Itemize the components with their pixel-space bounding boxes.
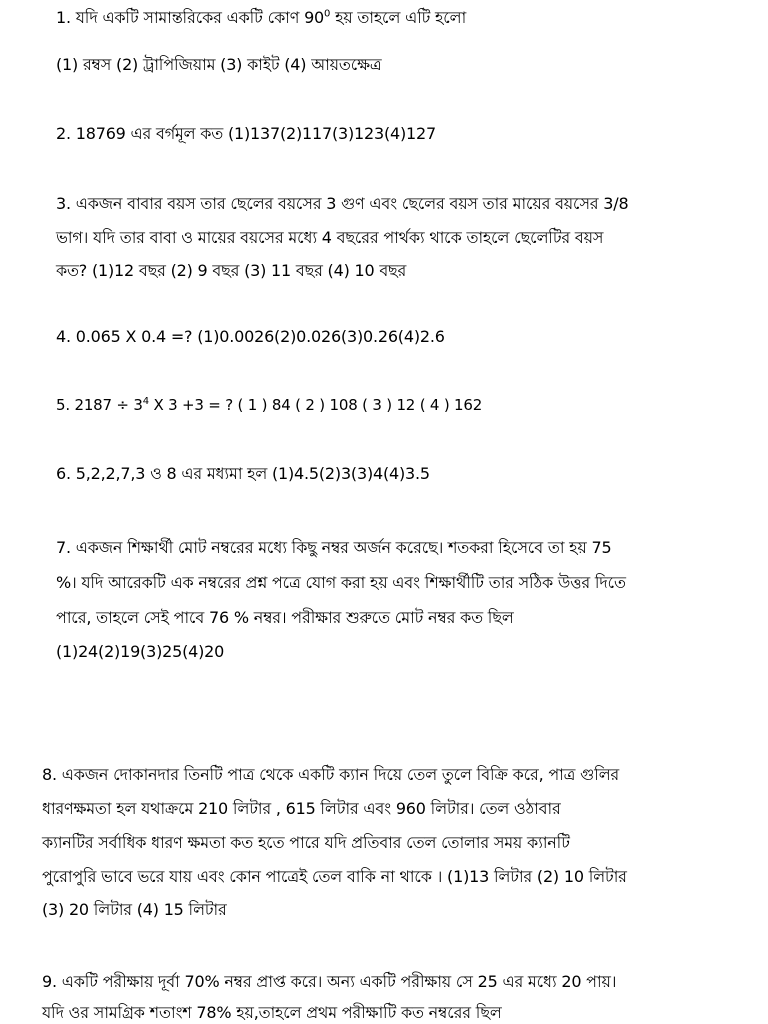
question-1-line-1 — [56, 8, 466, 28]
question-1-text-tail: হয় তাহলে এটি হলো — [330, 8, 467, 27]
question-4: 4. 0.065 X 0.4 =? (1)0.0026(2)0.026(3)0.26(4)2.6 — [56, 327, 445, 346]
question-9-line-2: যদি ওর সামগ্রিক শতাংশ 78% হয়,তাহলে প্রথম পরীক্ষাটি কত নম্বরের ছিল — [42, 1003, 502, 1022]
question-1-text: 1. যদি একটি সামান্তরিকের একটি কোণ 90 — [56, 8, 325, 27]
question-7-line-3: পারে, তাহলে সেই পাবে 76 % নম্বর। পরীক্ষার শুরুতে মোট নম্বর কত ছিল — [56, 608, 514, 627]
question-2: 2. 18769 এর বর্গমূল কত (1)137(2)117(3)123(4)127 — [56, 124, 436, 143]
question-7-line-2: %। যদি আরেকটি এক নম্বরের প্রশ্ন পত্রে যোগ করা হয় এবং শিক্ষার্থীটি তার সঠিক উত্তর দিতে — [56, 573, 626, 592]
question-8-options-tail: (3) 20 লিটার (4) 15 লিটার — [42, 900, 227, 919]
question-6: 6. 5,2,2,7,3 ও 8 এর মধ্যমা হল (1)4.5(2)3(3)4(4)3.5 — [56, 464, 430, 483]
question-8-line-4: পুরোপুরি ভাবে ভরে যায় এবং কোন পাত্রেই তেল বাকি না থাকে । (1)13 লিটার (2) 10 লিটার — [42, 867, 627, 886]
question-3-line-3: কত? (1)12 বছর (2) 9 বছর (3) 11 বছর (4) 10 বছর — [56, 261, 407, 280]
question-1-options: (1) রম্বস (2) ট্রাপিজিয়াম (3) কাইট (4) আয়তক্ষেত্র — [56, 55, 382, 74]
question-3-line-2: ভাগ। যদি তার বাবা ও মায়ের বয়সের মধ্যে 4 বছরের পার্থক্য থাকে তাহলে ছেলেটির বয়স — [56, 228, 604, 247]
exponent-superscript: 4 — [142, 396, 149, 407]
question-7-options: (1)24(2)19(3)25(4)20 — [56, 642, 225, 661]
question-5 — [56, 395, 482, 415]
question-8-line-2: ধারণক্ষমতা হল যথাক্রমে 210 লিটার , 615 লিটার এবং 960 লিটার। তেল ওঠাবার — [42, 799, 561, 818]
question-3-line-1: 3. একজন বাবার বয়স তার ছেলের বয়সের 3 গুণ এবং ছেলের বয়স তার মায়ের বয়সের 3/8 — [56, 194, 629, 213]
question-5-suffix: X 3 +3 = ? ( 1 ) 84 ( 2 ) 108 ( 3 ) 12 ( 4 ) 162 — [148, 396, 483, 414]
question-5-prefix: 5. 2187 ÷ 3 — [56, 396, 143, 414]
question-7-line-1: 7. একজন শিক্ষার্থী মোট নম্বরের মধ্যে কিছু নম্বর অর্জন করেছে। শতকরা হিসেবে তা হয় 75 — [56, 538, 612, 557]
question-9-line-1: 9. একটি পরীক্ষায় দূর্বা 70% নম্বর প্রাপ্ত করে। অন্য একটি পরীক্ষায় সে 25 এর মধ্যে 20 পায়। — [42, 972, 617, 991]
degree-superscript: 0 — [324, 8, 331, 20]
question-8-line-1: 8. একজন দোকানদার তিনটি পাত্র থেকে একটি ক্যান দিয়ে তেল তুলে বিক্রি করে, পাত্র গুলির — [42, 765, 620, 784]
question-8-line-3: ক্যানটির সর্বাধিক ধারণ ক্ষমতা কত হতে পারে যদি প্রতিবার তেল তোলার সময় ক্যানটি — [42, 833, 570, 852]
